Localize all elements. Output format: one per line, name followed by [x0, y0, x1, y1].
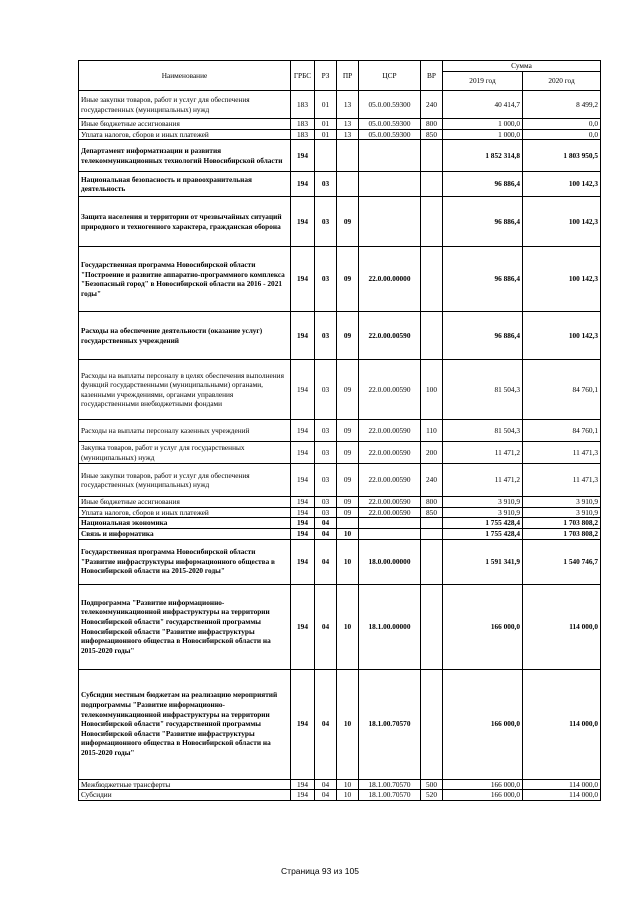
cell-grbs: 183: [291, 129, 315, 140]
cell-rz: 03: [315, 464, 337, 497]
cell-csr: 18.1.00.70570: [359, 669, 421, 779]
cell-csr: 18.1.00.70570: [359, 790, 421, 801]
cell-pr: 13: [337, 91, 359, 119]
cell-vr: [421, 528, 443, 539]
cell-rz: 03: [315, 442, 337, 464]
cell-csr: [359, 172, 421, 197]
table-row: [79, 360, 601, 420]
table-row: [79, 129, 601, 140]
cell-rz: 04: [315, 539, 337, 584]
table-row: [79, 779, 601, 790]
cell-y2019: 1 000,0: [443, 119, 523, 130]
cell-name: Национальная экономика: [79, 518, 291, 529]
cell-y2019: 81 504,3: [443, 360, 523, 420]
cell-grbs: 194: [291, 312, 315, 360]
cell-name: Связь и информатика: [79, 528, 291, 539]
cell-csr: [359, 197, 421, 247]
table-row: [79, 528, 601, 539]
cell-rz: 04: [315, 669, 337, 779]
cell-csr: 22.0.00.00590: [359, 360, 421, 420]
cell-pr: 13: [337, 129, 359, 140]
table-body: [79, 91, 601, 801]
cell-y2019: 1 852 314,8: [443, 140, 523, 172]
cell-y2019: 166 000,0: [443, 790, 523, 801]
cell-rz: 03: [315, 507, 337, 518]
cell-vr: [421, 140, 443, 172]
cell-pr: 13: [337, 119, 359, 130]
cell-rz: [315, 140, 337, 172]
cell-grbs: 194: [291, 497, 315, 508]
cell-rz: 04: [315, 790, 337, 801]
cell-csr: 22.0.00.00590: [359, 507, 421, 518]
header-2019: 2019 год: [443, 72, 523, 91]
cell-pr: 10: [337, 779, 359, 790]
table-row: [79, 247, 601, 312]
cell-rz: 03: [315, 247, 337, 312]
cell-y2020: 84 760,1: [523, 360, 601, 420]
cell-y2020: 3 910,9: [523, 507, 601, 518]
cell-y2019: 1 591 341,9: [443, 539, 523, 584]
cell-pr: [337, 172, 359, 197]
cell-y2020: 114 000,0: [523, 779, 601, 790]
cell-pr: 09: [337, 497, 359, 508]
header-sum: Сумма: [443, 61, 601, 72]
cell-name: Подпрограмма "Развитие информационно-телекоммуникационной инфраструктуры на территории Новосибирской области" государственной программы Новосибирской области "Развитие инфраструктуры информационного общества в Новосибирской области на 2015-2020 годы": [79, 584, 291, 669]
cell-y2019: 166 000,0: [443, 584, 523, 669]
header-2020: 2020 год: [523, 72, 601, 91]
cell-csr: 22.0.00.00590: [359, 420, 421, 442]
table-row: [79, 119, 601, 130]
budget-table: [78, 60, 601, 801]
table-row: [79, 518, 601, 529]
cell-name: Защита населения и территории от чрезвычайных ситуаций природного и техногенного характера, гражданская оборона: [79, 197, 291, 247]
cell-vr: [421, 197, 443, 247]
cell-csr: [359, 140, 421, 172]
cell-y2020: 114 000,0: [523, 584, 601, 669]
cell-rz: 01: [315, 129, 337, 140]
cell-pr: 09: [337, 312, 359, 360]
cell-pr: [337, 518, 359, 529]
cell-pr: [337, 140, 359, 172]
cell-y2019: 1 755 428,4: [443, 528, 523, 539]
cell-y2019: 11 471,2: [443, 442, 523, 464]
cell-vr: [421, 518, 443, 529]
cell-name: Расходы на выплаты персоналу казенных учреждений: [79, 420, 291, 442]
table-header: [79, 61, 601, 91]
cell-name: Государственная программа Новосибирской области "Построение и развитие аппаратно-программного комплекса "Безопасный город" в Новосибирской области на 2016 - 2021 годы": [79, 247, 291, 312]
cell-y2020: 1 703 808,2: [523, 518, 601, 529]
cell-rz: 03: [315, 197, 337, 247]
cell-y2019: 3 910,9: [443, 507, 523, 518]
cell-pr: 10: [337, 539, 359, 584]
cell-pr: 09: [337, 464, 359, 497]
cell-y2020: 100 142,3: [523, 197, 601, 247]
cell-grbs: 194: [291, 464, 315, 497]
cell-rz: 04: [315, 584, 337, 669]
cell-grbs: 194: [291, 360, 315, 420]
cell-vr: 800: [421, 119, 443, 130]
cell-grbs: 194: [291, 669, 315, 779]
cell-grbs: 194: [291, 539, 315, 584]
cell-grbs: 194: [291, 528, 315, 539]
cell-y2020: 11 471,3: [523, 464, 601, 497]
cell-y2020: 11 471,3: [523, 442, 601, 464]
cell-rz: 01: [315, 119, 337, 130]
cell-grbs: 194: [291, 247, 315, 312]
cell-pr: 10: [337, 584, 359, 669]
cell-y2019: 3 910,9: [443, 497, 523, 508]
cell-rz: 03: [315, 420, 337, 442]
table-row: [79, 584, 601, 669]
cell-pr: 10: [337, 669, 359, 779]
cell-vr: 240: [421, 464, 443, 497]
cell-csr: [359, 528, 421, 539]
cell-y2020: 0,0: [523, 129, 601, 140]
cell-csr: 22.0.00.00000: [359, 247, 421, 312]
cell-vr: 100: [421, 360, 443, 420]
cell-rz: 03: [315, 312, 337, 360]
table-row: [79, 442, 601, 464]
cell-name: Иные бюджетные ассигнования: [79, 119, 291, 130]
cell-y2020: 100 142,3: [523, 312, 601, 360]
cell-name: Иные закупки товаров, работ и услуг для обеспечения государственных (муниципальных) нужд: [79, 464, 291, 497]
cell-grbs: 194: [291, 172, 315, 197]
cell-csr: 05.0.00.59300: [359, 119, 421, 130]
cell-grbs: 194: [291, 518, 315, 529]
cell-rz: 03: [315, 172, 337, 197]
cell-name: Уплата налогов, сборов и иных платежей: [79, 507, 291, 518]
cell-grbs: 183: [291, 91, 315, 119]
cell-y2019: 96 886,4: [443, 172, 523, 197]
cell-y2019: 166 000,0: [443, 669, 523, 779]
cell-vr: [421, 584, 443, 669]
table-row: [79, 497, 601, 508]
cell-pr: 09: [337, 507, 359, 518]
cell-vr: 200: [421, 442, 443, 464]
cell-csr: 18.1.00.00000: [359, 584, 421, 669]
page-footer: Страница 93 из 105: [281, 866, 359, 876]
table-row: [79, 464, 601, 497]
cell-grbs: 183: [291, 119, 315, 130]
cell-y2020: 114 000,0: [523, 669, 601, 779]
table-row: [79, 507, 601, 518]
table-row: [79, 790, 601, 801]
cell-y2019: 96 886,4: [443, 197, 523, 247]
header-pr: ПР: [337, 61, 359, 91]
cell-y2020: 100 142,3: [523, 172, 601, 197]
cell-grbs: 194: [291, 140, 315, 172]
cell-rz: 03: [315, 497, 337, 508]
cell-name: Субсидии местным бюджетам на реализацию мероприятий подпрограммы "Развитие информационно-телекоммуникационной инфраструктуры на территории Новосибирской области" государственной программы Новосибирской области "Развитие инфраструктуры информационного общества в Новосибирской области на 2015-2020 годы": [79, 669, 291, 779]
cell-name: Уплата налогов, сборов и иных платежей: [79, 129, 291, 140]
cell-y2019: 96 886,4: [443, 247, 523, 312]
cell-name: Закупка товаров, работ и услуг для государственных (муниципальных) нужд: [79, 442, 291, 464]
cell-csr: 05.0.00.59300: [359, 91, 421, 119]
cell-csr: 22.0.00.00590: [359, 464, 421, 497]
cell-grbs: 194: [291, 197, 315, 247]
cell-y2020: 1 540 746,7: [523, 539, 601, 584]
cell-pr: 10: [337, 790, 359, 801]
cell-vr: [421, 247, 443, 312]
cell-csr: 18.0.00.00000: [359, 539, 421, 584]
cell-y2020: 114 000,0: [523, 790, 601, 801]
cell-vr: [421, 669, 443, 779]
cell-grbs: 194: [291, 584, 315, 669]
cell-name: Субсидии: [79, 790, 291, 801]
cell-pr: 09: [337, 247, 359, 312]
cell-name: Департамент информатизации и развития телекоммуникационных технологий Новосибирской области: [79, 140, 291, 172]
cell-name: Иные закупки товаров, работ и услуг для обеспечения государственных (муниципальных) нужд: [79, 91, 291, 119]
cell-csr: 05.0.00.59300: [359, 129, 421, 140]
cell-grbs: 194: [291, 779, 315, 790]
table-row: [79, 539, 601, 584]
table-row: [79, 91, 601, 119]
cell-vr: [421, 312, 443, 360]
cell-y2020: 1 803 950,5: [523, 140, 601, 172]
cell-csr: 22.0.00.00590: [359, 312, 421, 360]
cell-pr: 09: [337, 197, 359, 247]
cell-rz: 04: [315, 518, 337, 529]
cell-grbs: 194: [291, 507, 315, 518]
cell-csr: 22.0.00.00590: [359, 497, 421, 508]
table-row: [79, 669, 601, 779]
cell-csr: [359, 518, 421, 529]
cell-grbs: 194: [291, 420, 315, 442]
cell-pr: 10: [337, 528, 359, 539]
cell-vr: 850: [421, 129, 443, 140]
cell-y2020: 84 760,1: [523, 420, 601, 442]
cell-name: Государственная программа Новосибирской области "Развитие инфраструктуры информационного общества в Новосибирской области на 2015-2020 годы": [79, 539, 291, 584]
cell-pr: 09: [337, 442, 359, 464]
table-row: [79, 197, 601, 247]
cell-y2020: 8 499,2: [523, 91, 601, 119]
cell-name: Межбюджетные трансферты: [79, 779, 291, 790]
header-grbs: ГРБС: [291, 61, 315, 91]
header-vr: ВР: [421, 61, 443, 91]
cell-vr: 110: [421, 420, 443, 442]
cell-grbs: 194: [291, 442, 315, 464]
cell-y2020: 1 703 808,2: [523, 528, 601, 539]
header-rz: РЗ: [315, 61, 337, 91]
table-row: [79, 420, 601, 442]
cell-y2019: 1 755 428,4: [443, 518, 523, 529]
table-row: [79, 140, 601, 172]
cell-grbs: 194: [291, 790, 315, 801]
cell-vr: 500: [421, 779, 443, 790]
cell-y2019: 166 000,0: [443, 779, 523, 790]
cell-name: Иные бюджетные ассигнования: [79, 497, 291, 508]
header-csr: ЦСР: [359, 61, 421, 91]
cell-rz: 04: [315, 779, 337, 790]
cell-rz: 01: [315, 91, 337, 119]
cell-y2020: 0,0: [523, 119, 601, 130]
cell-vr: [421, 172, 443, 197]
cell-pr: 09: [337, 360, 359, 420]
cell-y2019: 1 000,0: [443, 129, 523, 140]
cell-pr: 09: [337, 420, 359, 442]
cell-y2019: 11 471,2: [443, 464, 523, 497]
cell-vr: 850: [421, 507, 443, 518]
cell-y2020: 100 142,3: [523, 247, 601, 312]
cell-vr: 240: [421, 91, 443, 119]
header-name: Наименование: [79, 61, 291, 91]
cell-y2019: 96 886,4: [443, 312, 523, 360]
table-row: [79, 312, 601, 360]
cell-rz: 04: [315, 528, 337, 539]
cell-vr: 800: [421, 497, 443, 508]
cell-y2019: 40 414,7: [443, 91, 523, 119]
cell-y2019: 81 504,3: [443, 420, 523, 442]
cell-vr: 520: [421, 790, 443, 801]
cell-name: Расходы на выплаты персоналу в целях обеспечения выполнения функций государственными (муниципальными) органами, казенными учреждениями, органами управления государственными внебюджетными фондами: [79, 360, 291, 420]
cell-vr: [421, 539, 443, 584]
cell-name: Национальная безопасность и правоохранительная деятельность: [79, 172, 291, 197]
table-row: [79, 172, 601, 197]
cell-csr: 22.0.00.00590: [359, 442, 421, 464]
cell-csr: 18.1.00.70570: [359, 779, 421, 790]
cell-name: Расходы на обеспечение деятельности (оказание услуг) государственных учреждений: [79, 312, 291, 360]
cell-y2020: 3 910,9: [523, 497, 601, 508]
cell-rz: 03: [315, 360, 337, 420]
